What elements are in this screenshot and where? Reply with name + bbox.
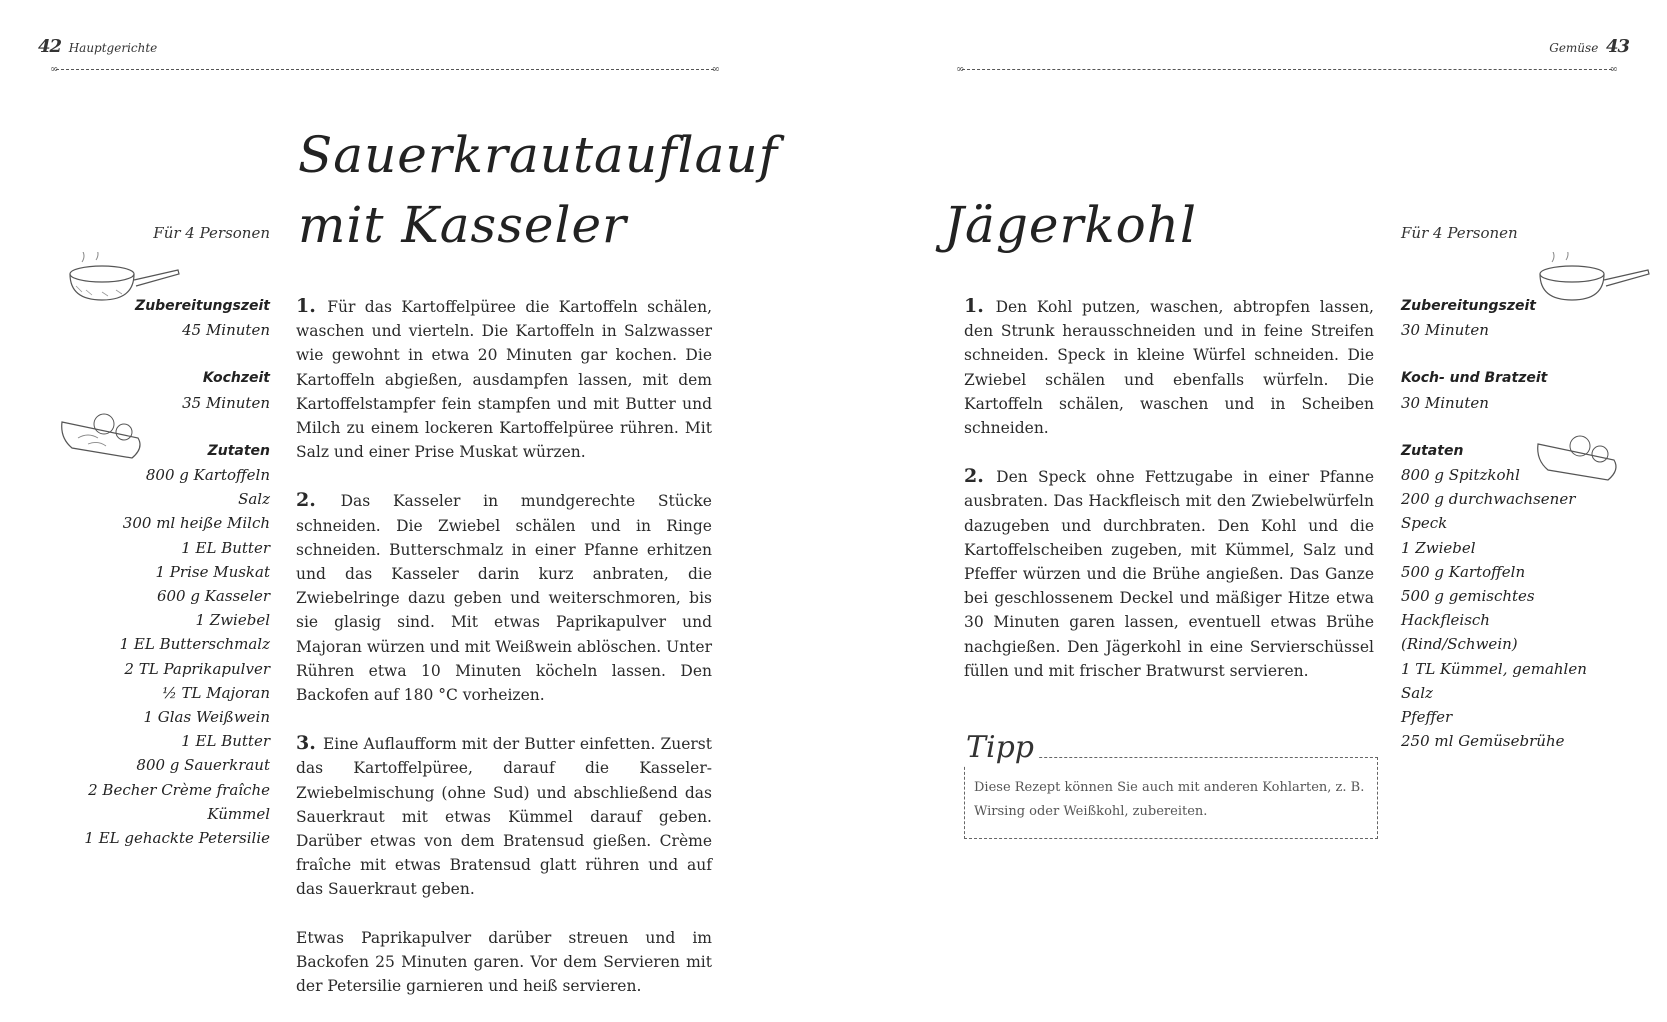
- page-number: 42: [38, 36, 62, 57]
- ingredient-item: Salz: [238, 490, 270, 509]
- ingredient-item: 2 TL Paprikapulver: [124, 659, 270, 678]
- cook-time-value: 35 Minuten: [182, 393, 270, 412]
- servings: Für 4 Personen: [153, 224, 270, 242]
- ingredient-item: 1 Glas Weißwein: [143, 708, 270, 727]
- ingredient-item: 1 EL Butter: [181, 538, 270, 557]
- prep-time-value: 45 Minuten: [182, 321, 270, 340]
- header-divider: [956, 64, 1618, 75]
- cook-time-label: Koch- und Bratzeit: [1401, 370, 1548, 387]
- flourish-icon: ∞: [1609, 64, 1618, 75]
- ingredient-item: Pfeffer: [1401, 708, 1453, 727]
- recipe-title: [298, 120, 779, 260]
- ingredient-item: 200 g durchwachsener Speck: [1401, 490, 1576, 533]
- ingredient-item: 800 g Kartoffeln: [145, 466, 270, 485]
- ingredient-item: 800 g Spitzkohl: [1401, 466, 1520, 485]
- ingredient-item: 250 ml Gemüsebrühe: [1401, 732, 1565, 751]
- ingredient-item: 600 g Kasseler: [156, 587, 270, 606]
- prep-time-value: 30 Minuten: [1401, 321, 1489, 340]
- step-text: Den Speck ohne Fettzugabe in einer Pfanne ausbraten. Das Hackfleisch mit den Zwiebelwürfeln dazugeben und durchbraten. Den Kohl und die Kartoffelscheiben zugeben, mit Kümmel, Salz und Pfeffer würzen und die Brühe angießen. Das Ganze bei geschlossenem Deckel und mäßiger Hitze etwa 30 Minuten garen lassen, eventuell etwas Brühe nachgießen. Den Jägerkohl in eine Servierschüssel füllen und mit frischer Bratwurst servieren.: [964, 468, 1374, 680]
- step: [296, 926, 712, 999]
- page-number: 43: [1605, 36, 1629, 57]
- cook-time-value: 30 Minuten: [1401, 393, 1489, 412]
- prep-time-label: Zubereitungszeit: [1401, 298, 1536, 314]
- ingredient-item: 1 TL Kümmel, gemahlen: [1401, 659, 1587, 678]
- ingredient-sidebar: [1401, 294, 1601, 753]
- ingredient-item: 500 g gemischtes Hackfleisch (Rind/Schwein): [1401, 587, 1535, 654]
- page-header: [1549, 36, 1629, 57]
- ingredient-item: 1 EL Butterschmalz: [119, 635, 270, 654]
- step: [296, 294, 712, 464]
- recipe-title-line-1: Sauerkrautauflauf: [298, 126, 779, 184]
- section-title: Hauptgerichte: [68, 41, 158, 55]
- step: [296, 731, 712, 901]
- step-text: Das Kasseler in mundgerechte Stücke schneiden. Die Zwiebel schälen und in Ringe schneiden. Butterschmalz in einer Pfanne erhitzen und das Kasseler darin kurz anbraten, die Zwiebelringe dazu geben und weiterschmoren, bis sie glasig sind. Mit etwas Paprikapulver und Majoran würzen und mit Weißwein ablöschen. Unter Rühren etwa 10 Minuten köcheln lassen. Den Backofen auf 180 °C vorheizen.: [296, 492, 712, 705]
- ingredient-item: 1 Zwiebel: [195, 611, 270, 630]
- ingredient-item: 1 Prise Muskat: [155, 562, 270, 581]
- ingredient-item: 300 ml heiße Milch: [122, 514, 270, 533]
- left-page: [0, 0, 833, 1000]
- step-number: 2.: [296, 489, 316, 512]
- ingredient-sidebar: [70, 294, 270, 850]
- recipe-title: Jägerkohl: [944, 196, 1197, 254]
- step-text: Für das Kartoffelpüree die Kartoffeln schälen, waschen und vierteln. Die Kartoffeln in Salzwasser wie gewohnt in etwa 20 Minuten gar kochen. Die Kartoffeln abgießen, ausdampfen lassen, mit dem Kartoffelstampfer fein stampfen und mit Butter und Milch zu einem lockeren Kartoffelpüree rühren. Mit Salz und einer Prise Muskat würzen.: [296, 298, 712, 462]
- flourish-icon: ∞: [956, 64, 965, 75]
- step-number: 1.: [296, 295, 316, 317]
- ingredient-item: 1 EL gehackte Petersilie: [84, 829, 270, 848]
- flourish-icon: ∞: [50, 64, 59, 75]
- right-page: [834, 0, 1667, 1000]
- cook-time-label: Kochzeit: [202, 370, 270, 387]
- prep-time-label: Zubereitungszeit: [135, 298, 270, 314]
- ingredient-item: 2 Becher Crème fraîche: [88, 780, 270, 799]
- step-text: Den Kohl putzen, waschen, abtropfen lassen, den Strunk herausschneiden und in feine Streifen schneiden. Speck in kleine Würfel schneiden. Die Zwiebel schälen und ebenfalls würfeln. Die Kartoffeln schälen, waschen und in Scheiben schneiden.: [964, 298, 1374, 438]
- ingredient-item: 1 Zwiebel: [1401, 538, 1476, 557]
- page-header: [38, 36, 157, 57]
- step-text: Eine Auflaufform mit der Butter einfetten. Zuerst das Kartoffelpüree, darauf die Kasseler-Zwiebelmischung (ohne Sud) und abschließend das Sauerkraut mit etwas Kümmel darauf geben. Darüber etwas von dem Bratensud gießen. Crème fraîche mit etwas Bratensud glatt rühren und auf das Sauerkraut geben.: [296, 735, 712, 899]
- tip-text: Diese Rezept können Sie auch mit anderen Kohlarten, z. B. Wirsing oder Weißkohl, zubereiten.: [974, 780, 1365, 819]
- tip-heading: Tipp: [962, 730, 1038, 765]
- ingredient-item: ½ TL Majoran: [162, 683, 270, 702]
- step-number: 2.: [964, 465, 984, 488]
- header-divider: [50, 64, 720, 75]
- ingredient-item: Kümmel: [207, 804, 270, 823]
- step: [296, 488, 712, 707]
- servings: Für 4 Personen: [1401, 224, 1518, 242]
- ingredient-item: 1 EL Butter: [181, 732, 270, 751]
- ingredients-label: Zutaten: [207, 442, 270, 459]
- step-number: 3.: [296, 732, 316, 755]
- recipe-steps: [964, 294, 1374, 707]
- section-title: Gemüse: [1549, 41, 1599, 55]
- step-number: 1.: [964, 295, 984, 317]
- step-text: Etwas Paprikapulver darüber streuen und im Backofen 25 Minuten garen. Vor dem Servieren mit der Petersilie garnieren und heiß servieren.: [296, 928, 712, 996]
- recipe-title-line-2: mit Kasseler: [298, 196, 627, 254]
- ingredient-item: Salz: [1401, 683, 1433, 702]
- ingredient-item: 800 g Sauerkraut: [136, 756, 270, 775]
- recipe-steps: [296, 294, 712, 1022]
- step: [964, 464, 1374, 683]
- ingredient-item: 500 g Kartoffeln: [1401, 562, 1526, 581]
- step: [964, 294, 1374, 440]
- flourish-icon: ∞: [711, 64, 720, 75]
- ingredients-label: Zutaten: [1401, 442, 1464, 459]
